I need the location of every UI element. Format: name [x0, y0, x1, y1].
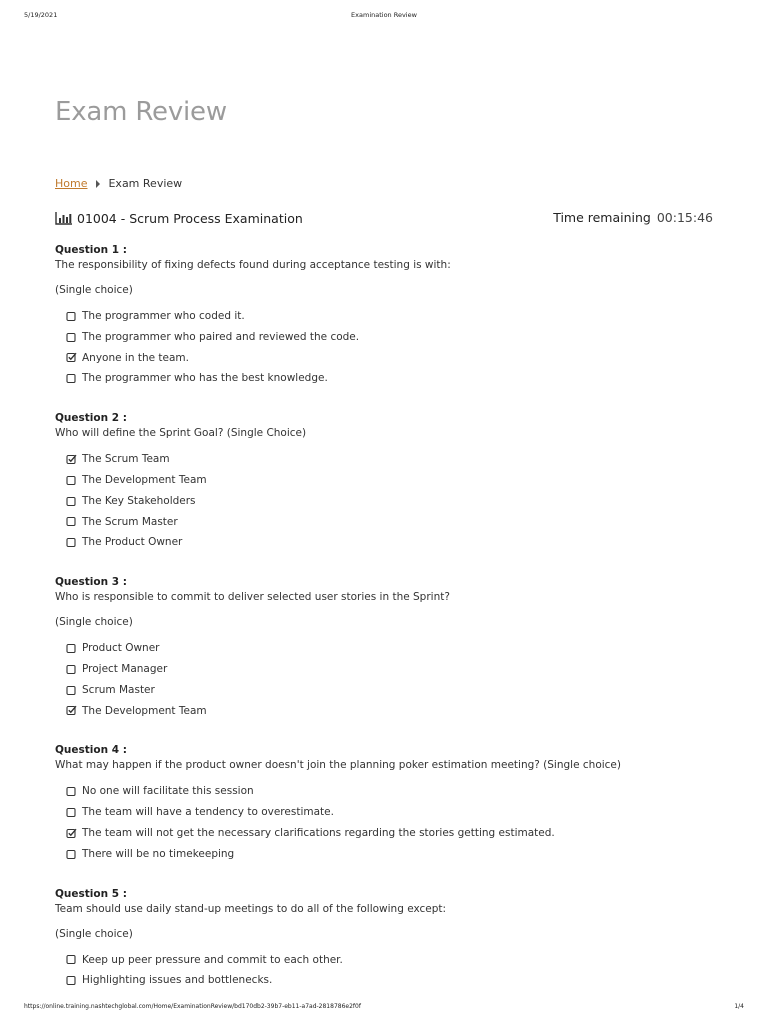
- bar-chart-icon: [55, 212, 73, 225]
- checkbox-unchecked-icon[interactable]: [66, 664, 77, 675]
- answer-option[interactable]: [66, 327, 715, 348]
- option-label: The programmer who paired and reviewed the code.: [82, 330, 360, 343]
- option-label: The team will have a tendency to overestimate.: [82, 806, 334, 819]
- question-list: [55, 243, 715, 1013]
- answer-option[interactable]: [66, 844, 715, 865]
- checkbox-checked-icon[interactable]: [66, 454, 77, 465]
- option-label: Keep up peer pressure and commit to each other.: [82, 953, 343, 966]
- option-list: [55, 306, 715, 389]
- option-label: Anyone in the team.: [82, 351, 189, 364]
- checkbox-unchecked-icon[interactable]: [66, 496, 77, 507]
- question-type: (Single choice): [55, 927, 133, 940]
- option-list: [55, 449, 715, 553]
- answer-option[interactable]: [66, 348, 715, 369]
- answer-option[interactable]: [66, 950, 715, 971]
- answer-option[interactable]: [66, 449, 715, 470]
- checkbox-unchecked-icon[interactable]: [66, 849, 77, 860]
- question-block: [55, 887, 715, 992]
- option-label: Highlighting issues and bottlenecks.: [82, 974, 273, 987]
- question-block: [55, 575, 715, 721]
- question-block: [55, 743, 715, 864]
- print-page-number: 1/4: [734, 1003, 744, 1010]
- question-type: (Single choice): [55, 284, 133, 296]
- checkbox-checked-icon[interactable]: [66, 352, 77, 363]
- print-footer: [24, 1003, 744, 1013]
- answer-option[interactable]: [66, 802, 715, 823]
- question-block: [55, 243, 715, 389]
- exam-name: 01004 - Scrum Process Examination: [77, 211, 303, 226]
- answer-option[interactable]: [66, 701, 715, 722]
- question-text: The responsibility of fixing defects found during acceptance testing is with:: [55, 259, 451, 271]
- page-title: Exam Review: [55, 97, 227, 127]
- checkbox-unchecked-icon[interactable]: [66, 332, 77, 343]
- option-label: The Product Owner: [82, 536, 183, 549]
- answer-option[interactable]: [66, 823, 715, 844]
- question-block: [55, 411, 715, 553]
- option-label: The programmer who coded it.: [82, 310, 245, 322]
- print-header: [24, 11, 744, 21]
- question-title: Question 1 :: [55, 244, 127, 256]
- answer-option[interactable]: [66, 512, 715, 533]
- option-label: The Scrum Team: [82, 453, 170, 466]
- caret-right-icon: [96, 180, 100, 188]
- question-title: Question 2 :: [55, 412, 127, 425]
- checkbox-unchecked-icon[interactable]: [66, 807, 77, 818]
- question-title: Question 3 :: [55, 576, 127, 589]
- question-title: Question 4 :: [55, 744, 127, 757]
- option-label: The team will not get the necessary clarifications regarding the stories getting estimated.: [82, 826, 555, 839]
- checkbox-unchecked-icon[interactable]: [66, 373, 77, 384]
- answer-option[interactable]: [66, 970, 715, 991]
- checkbox-checked-icon[interactable]: [66, 705, 77, 716]
- checkbox-unchecked-icon[interactable]: [66, 786, 77, 797]
- checkbox-unchecked-icon[interactable]: [66, 643, 77, 654]
- exam-header: [55, 210, 713, 230]
- question-text: Who will define the Sprint Goal? (Single Choice): [55, 427, 307, 440]
- checkbox-checked-icon[interactable]: [66, 828, 77, 839]
- checkbox-unchecked-icon[interactable]: [66, 475, 77, 486]
- checkbox-unchecked-icon[interactable]: [66, 311, 77, 322]
- checkbox-unchecked-icon[interactable]: [66, 954, 77, 965]
- option-list: [55, 781, 715, 864]
- option-label: Scrum Master: [82, 683, 155, 696]
- answer-option[interactable]: [66, 638, 715, 659]
- answer-option[interactable]: [66, 680, 715, 701]
- print-date: 5/19/2021: [24, 11, 58, 19]
- option-list: [55, 950, 715, 992]
- answer-option[interactable]: [66, 306, 715, 327]
- checkbox-unchecked-icon[interactable]: [66, 537, 77, 548]
- option-label: The Key Stakeholders: [82, 494, 196, 507]
- option-label: Product Owner: [82, 642, 160, 655]
- option-label: No one will facilitate this session: [82, 785, 254, 798]
- option-label: There will be no timekeeping: [82, 847, 235, 860]
- question-text: What may happen if the product owner doesn't join the planning poker estimation meeting? (Single choice): [55, 759, 621, 772]
- answer-option[interactable]: [66, 470, 715, 491]
- checkbox-unchecked-icon[interactable]: [66, 516, 77, 527]
- option-label: The Development Team: [82, 704, 207, 717]
- question-type: (Single choice): [55, 616, 133, 629]
- option-label: The programmer who has the best knowledge.: [82, 372, 328, 385]
- time-remaining: [553, 210, 713, 225]
- time-remaining-value: 00:15:46: [656, 210, 713, 225]
- answer-option[interactable]: [66, 532, 715, 553]
- answer-option[interactable]: [66, 368, 715, 389]
- answer-option[interactable]: [66, 781, 715, 802]
- question-text: Who is responsible to commit to deliver selected user stories in the Sprint?: [55, 591, 450, 604]
- checkbox-unchecked-icon[interactable]: [66, 975, 77, 986]
- breadcrumb: [55, 177, 182, 190]
- breadcrumb-home-link[interactable]: Home: [55, 177, 88, 190]
- option-label: Project Manager: [82, 662, 168, 675]
- answer-option[interactable]: [66, 659, 715, 680]
- option-label: The Scrum Master: [82, 515, 178, 528]
- time-remaining-label: Time remaining: [553, 210, 651, 225]
- print-url: https://online.training.nashtechglobal.com/Home/ExaminationReview/bd170db2-39b7-eb11-a7ad-2818786e2f0f: [24, 1003, 361, 1010]
- breadcrumb-current: Exam Review: [108, 177, 183, 190]
- answer-option[interactable]: [66, 491, 715, 512]
- checkbox-unchecked-icon[interactable]: [66, 685, 77, 696]
- option-list: [55, 638, 715, 721]
- option-label: The Development Team: [82, 473, 207, 486]
- question-text: Team should use daily stand-up meetings to do all of the following except:: [55, 902, 447, 915]
- question-title: Question 5 :: [55, 887, 127, 900]
- print-document-title: Examination Review: [351, 11, 417, 19]
